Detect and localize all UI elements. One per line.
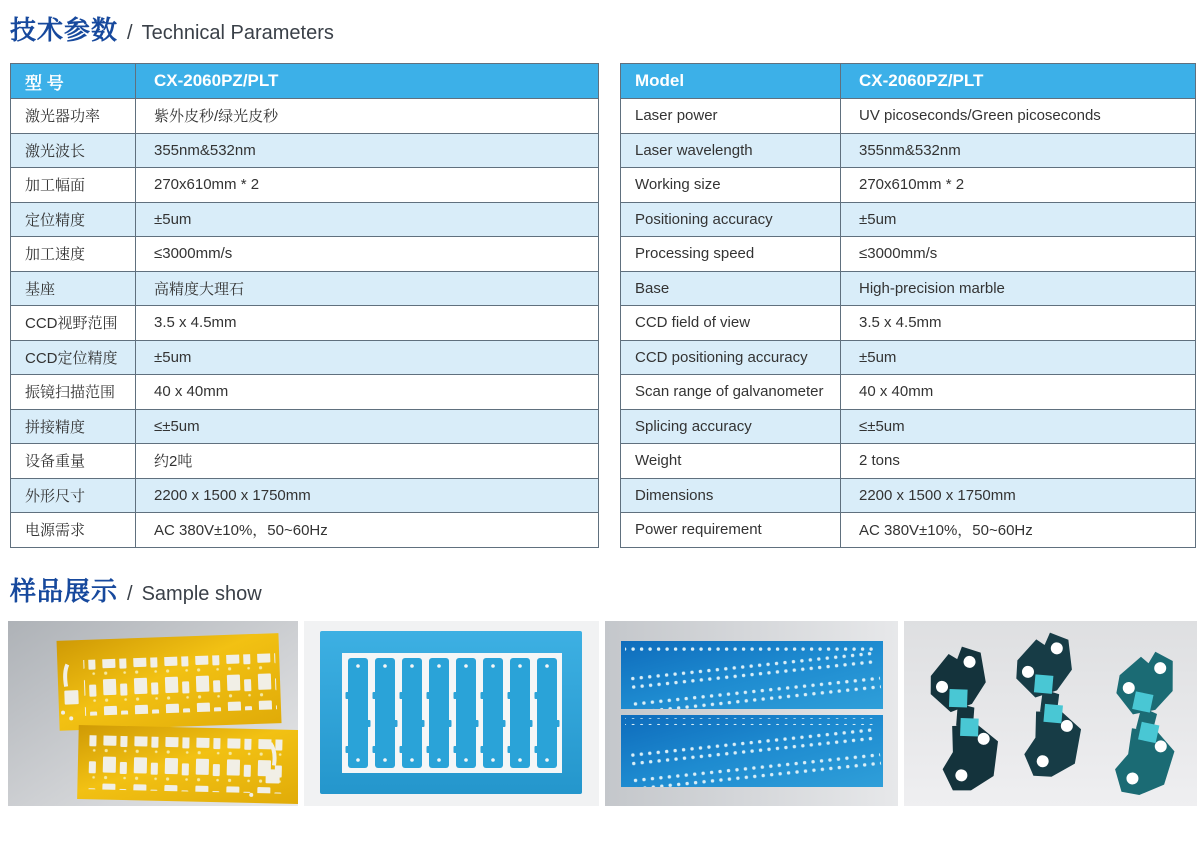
spec-label: 激光波长: [11, 134, 136, 168]
spec-label: Processing speed: [621, 237, 841, 271]
spec-value: ≤3000mm/s: [154, 245, 233, 263]
spec-row: [621, 167, 1195, 202]
spec-value: High-precision marble: [859, 279, 1005, 297]
sample-show-title: [10, 571, 262, 608]
spec-row: [621, 340, 1195, 375]
spec-label: CCD视野范围: [11, 306, 136, 340]
spec-row: [11, 98, 598, 133]
spec-table-en: [620, 63, 1196, 548]
title-divider: /: [127, 583, 133, 605]
spec-row: [11, 236, 598, 271]
spec-value: 3.5 x 4.5mm: [859, 314, 942, 332]
sample-photo-dark-teal-pieces: [904, 621, 1197, 806]
spec-row: [621, 478, 1195, 513]
spec-label: 加工幅面: [11, 168, 136, 202]
spec-row: [11, 202, 598, 237]
spec-value: ≤±5um: [154, 417, 200, 435]
spec-label: Working size: [621, 168, 841, 202]
spec-label: CCD field of view: [621, 306, 841, 340]
dotted-panel-bottom: [621, 715, 883, 793]
spec-value: 40 x 40mm: [154, 383, 229, 401]
spec-value: ±5um: [859, 348, 897, 366]
spec-value: AC 380V±10%，50~60Hz: [154, 522, 328, 540]
flex-strip-top: [57, 633, 282, 731]
spec-label: 加工速度: [11, 237, 136, 271]
spec-value: UV picoseconds/Green picoseconds: [859, 107, 1101, 125]
table-header-row: [11, 64, 598, 98]
sample-photo-yellow-flex-pcb: [8, 621, 298, 806]
table-header-label: 型 号: [11, 64, 136, 98]
spec-row: [11, 133, 598, 168]
spec-label: 振镜扫描范围: [11, 375, 136, 409]
spec-value: 270x610mm * 2: [154, 176, 260, 194]
spec-value: 2 tons: [859, 452, 900, 470]
spec-row: [11, 409, 598, 444]
spec-row: [621, 236, 1195, 271]
tech-title-en: Technical Parameters: [141, 22, 334, 44]
sample-gallery: [8, 621, 1197, 806]
table-body: [11, 98, 598, 547]
flex-strip-bottom: [77, 725, 298, 804]
spec-label: 电源需求: [11, 513, 136, 547]
spec-label: Positioning accuracy: [621, 203, 841, 237]
table-body: [621, 98, 1195, 547]
sample-photo-blue-dotted-panels: [605, 621, 898, 806]
spec-label: 设备重量: [11, 444, 136, 478]
spec-row: [11, 443, 598, 478]
spec-row: [11, 167, 598, 202]
spec-row: [621, 512, 1195, 547]
spec-value: AC 380V±10%，50~60Hz: [859, 522, 1033, 540]
spec-value: 紫外皮秒/绿光皮秒: [154, 108, 279, 126]
spec-label: Power requirement: [621, 513, 841, 547]
spec-label: Laser wavelength: [621, 134, 841, 168]
table-header-row: [621, 64, 1195, 98]
spec-row: [11, 374, 598, 409]
spec-label: Dimensions: [621, 479, 841, 513]
spec-row: [11, 512, 598, 547]
spec-value: 2200 x 1500 x 1750mm: [154, 486, 311, 504]
dotted-panel-top: [621, 641, 883, 717]
spec-row: [621, 409, 1195, 444]
spec-row: [621, 98, 1195, 133]
spec-value: ±5um: [154, 348, 192, 366]
spec-table-zh: [10, 63, 599, 548]
spec-value: ≤3000mm/s: [859, 245, 938, 263]
spec-value: ±5um: [154, 210, 192, 228]
spec-row: [11, 271, 598, 306]
spec-label: Laser power: [621, 99, 841, 133]
tech-title-zh: 技术参数: [10, 15, 119, 45]
spec-value: ±5um: [859, 210, 897, 228]
spec-value: ≤±5um: [859, 417, 905, 435]
spec-label: 激光器功率: [11, 99, 136, 133]
spec-row: [11, 340, 598, 375]
spec-label: 定位精度: [11, 203, 136, 237]
spec-value: 约2吨: [154, 453, 193, 471]
spec-row: [621, 202, 1195, 237]
spec-value: 270x610mm * 2: [859, 176, 965, 194]
spec-label: CCD positioning accuracy: [621, 341, 841, 375]
spec-label: 基座: [11, 272, 136, 306]
spec-value: 355nm&532nm: [154, 141, 256, 159]
table-header-value: CX-2060PZ/PLT: [859, 71, 984, 90]
spec-label: 外形尺寸: [11, 479, 136, 513]
spec-row: [11, 478, 598, 513]
spec-row: [11, 305, 598, 340]
spec-label: CCD定位精度: [11, 341, 136, 375]
table-header-value: CX-2060PZ/PLT: [154, 71, 279, 90]
sample-title-en: Sample show: [141, 583, 262, 605]
tech-parameters-title: [10, 10, 334, 47]
spec-row: [621, 374, 1195, 409]
sample-photo-blue-cut-panel: [304, 621, 599, 806]
spec-row: [621, 443, 1195, 478]
spec-label: Weight: [621, 444, 841, 478]
spec-label: Base: [621, 272, 841, 306]
spec-value: 高精度大理石: [154, 280, 245, 298]
spec-label: 拼接精度: [11, 410, 136, 444]
spec-value: 355nm&532nm: [859, 141, 961, 159]
spec-value: 3.5 x 4.5mm: [154, 314, 237, 332]
table-header-label: Model: [621, 64, 841, 98]
sample-title-zh: 样品展示: [10, 576, 119, 606]
spec-row: [621, 271, 1195, 306]
spec-label: Splicing accuracy: [621, 410, 841, 444]
spec-value: 2200 x 1500 x 1750mm: [859, 486, 1016, 504]
spec-label: Scan range of galvanometer: [621, 375, 841, 409]
spec-value: 40 x 40mm: [859, 383, 934, 401]
spec-row: [621, 305, 1195, 340]
spec-row: [621, 133, 1195, 168]
title-divider: /: [127, 22, 133, 44]
